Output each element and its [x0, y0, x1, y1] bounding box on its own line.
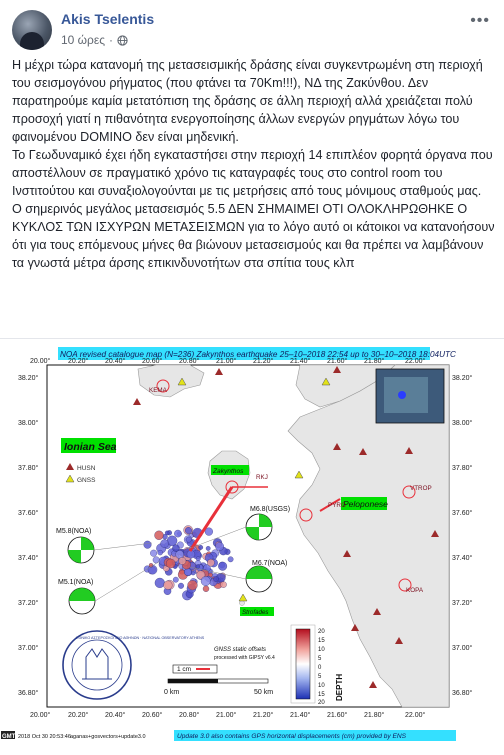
earthquake-marker	[188, 580, 198, 590]
mechanism-label: M6.7(NOA)	[252, 560, 288, 567]
post-time[interactable]: 10 ώρες	[61, 33, 106, 47]
svg-text:21.60°: 21.60°	[327, 358, 348, 365]
svg-text:10: 10	[318, 683, 325, 689]
earthquake-marker	[199, 545, 203, 549]
svg-text:1 cm: 1 cm	[177, 666, 192, 673]
svg-text:21.80°: 21.80°	[364, 358, 385, 365]
region-label: Peloponese	[343, 499, 388, 509]
svg-text:processed with GIPSY v6.4: processed with GIPSY v6.4	[214, 655, 275, 661]
earthquake-marker	[206, 546, 210, 550]
earthquake-marker	[186, 537, 191, 542]
post-text	[12, 56, 496, 272]
svg-text:21.40°: 21.40°	[290, 358, 311, 365]
svg-text:37.40°: 37.40°	[18, 555, 39, 562]
more-dots-icon[interactable]: •••	[470, 12, 490, 29]
svg-text:20.80°: 20.80°	[179, 358, 200, 365]
earthquake-marker	[220, 582, 226, 588]
seal-text: ΕΘΝΙΚΟ ΑΣΤΕΡΟΣΚΟΠΕΙΟ ΑΘΗΝΩΝ · NATIONAL OBSERVATORY ATHENS	[76, 636, 205, 640]
post-paragraph: Ο σημερινός μεγάλος μετασεισμός 5.5 ΔΕΝ ΣΗΜΑΙΜΕΙ ΟΤΙ ΟΛΟΚΛΗΡΩΘΗΚΕ Ο ΚΥΚΛΟΣ ΤΩΝ ΙΣΧΥΡΩΝ ΜΕΤΑΣΕΙΣΜΩΝ για το λόγο αυτό οι κάτοικοι να κατανοήσουν ότι για τους επόμενους μήνες θα βιώνουν μετασεισμούς και θα πρέπει να λαμβάνουν τα γνωστά μέτρα άρσης επικινδυνοτήτων στα σπίτια τους κλπ	[12, 202, 495, 270]
svg-text:37.60°: 37.60°	[452, 510, 473, 517]
seismicity-map	[0, 339, 504, 755]
earthquake-marker	[184, 568, 191, 575]
earthquake-marker	[207, 559, 214, 566]
svg-text:50 km: 50 km	[254, 689, 274, 696]
svg-text:15: 15	[318, 638, 325, 644]
gmt-logo-text: GMT	[2, 734, 16, 740]
svg-text:PYRG: PYRG	[328, 502, 346, 509]
earthquake-marker	[185, 527, 192, 534]
earthquake-marker	[174, 530, 181, 537]
svg-text:38.20°: 38.20°	[18, 375, 39, 382]
earthquake-marker	[201, 576, 210, 585]
map-header: NOA revised catalogue map (N=236) Zakynthos earthquake 25–10–2018 22:54 up to 30–10–2018 18:04UTC	[60, 350, 456, 359]
svg-text:38.00°: 38.00°	[18, 420, 39, 427]
islets-label: Strofades	[242, 609, 269, 616]
svg-text:KOPA: KOPA	[406, 587, 424, 594]
depth-title: DEPTH	[335, 673, 344, 701]
svg-text:21.20°: 21.20°	[253, 712, 274, 719]
earthquake-marker	[218, 562, 227, 571]
svg-text:21.00°: 21.00°	[216, 358, 237, 365]
earthquake-marker	[150, 550, 157, 557]
earthquake-marker	[155, 578, 165, 588]
svg-text:36.80°: 36.80°	[452, 690, 473, 697]
earthquake-marker	[161, 540, 169, 548]
svg-text:36.80°: 36.80°	[18, 690, 39, 697]
svg-text:20.60°: 20.60°	[142, 358, 163, 365]
svg-text:VTROP: VTROP	[410, 485, 432, 492]
earthquake-marker	[213, 576, 218, 581]
y-ticks-left	[18, 374, 39, 697]
post-header	[0, 0, 504, 52]
svg-text:20.40°: 20.40°	[105, 712, 126, 719]
earthquake-marker	[172, 545, 179, 552]
avatar[interactable]	[12, 10, 52, 50]
svg-text:21.60°: 21.60°	[327, 712, 348, 719]
meta-separator: ·	[109, 33, 114, 47]
svg-text:37.40°: 37.40°	[452, 555, 473, 562]
svg-text:20: 20	[318, 700, 325, 706]
svg-text:GNSS static offsets: GNSS static offsets	[214, 647, 267, 653]
post-meta	[61, 33, 128, 47]
svg-text:10: 10	[318, 647, 325, 653]
earthquake-marker	[166, 559, 175, 568]
svg-text:20: 20	[318, 629, 325, 635]
svg-text:20.00°: 20.00°	[30, 712, 51, 719]
svg-text:20.00°: 20.00°	[30, 358, 51, 365]
earthquake-marker	[173, 577, 178, 582]
earthquake-marker	[155, 531, 164, 540]
svg-text:KEMA: KEMA	[149, 387, 167, 394]
earthquake-marker	[179, 557, 186, 564]
svg-text:37.00°: 37.00°	[452, 645, 473, 652]
earthquake-marker	[165, 531, 169, 535]
svg-text:38.20°: 38.20°	[452, 375, 473, 382]
svg-text:0: 0	[318, 665, 322, 671]
gmt-command: aganas+gosvectors+update3.0	[70, 734, 146, 740]
svg-text:0 km: 0 km	[164, 689, 180, 696]
svg-text:21.00°: 21.00°	[216, 712, 237, 719]
svg-text:22.00°: 22.00°	[405, 358, 426, 365]
mechanism-label: M6.8(USGS)	[250, 506, 291, 513]
earthquake-marker	[158, 550, 163, 555]
earthquake-marker	[203, 586, 209, 592]
legend-husn: HUSN	[77, 465, 96, 472]
svg-text:37.80°: 37.80°	[18, 465, 39, 472]
globe-icon[interactable]	[117, 35, 128, 46]
earthquake-marker	[196, 565, 200, 569]
map-image[interactable]	[0, 338, 504, 755]
inset-epicenter	[398, 391, 406, 399]
svg-text:21.20°: 21.20°	[253, 358, 274, 365]
svg-text:38.00°: 38.00°	[452, 420, 473, 427]
map-footer: Update 3.0 also contains GPS horizontal displacements (cm) provided by ENS	[177, 733, 407, 740]
earthquake-marker	[144, 541, 152, 549]
earthquake-marker	[228, 557, 233, 562]
svg-text:37.20°: 37.20°	[18, 600, 39, 607]
svg-text:21.40°: 21.40°	[290, 712, 311, 719]
mechanism-label: M5.1(NOA)	[58, 579, 94, 586]
sea-label: Ionian Sea	[64, 441, 117, 453]
svg-text:37.60°: 37.60°	[18, 510, 39, 517]
post-paragraph: Η μέχρι τώρα κατανομή της μετασεισμικής δράσης είναι συγκεντρωμένη στη περιοχή του σεισμογόνου ρήγματος (που φτάνει τα 70Km!!!), ΝΔ της Ζακύνθου. Δεν παρατηρούμε καμία μετατόπιση της δράσης σε άλλη περιοχή αλλά χρειάζεται πολύ προσοχή γιατί η πιθανότητα ενεργοποίησης άλλων ενεργών ρηγμάτων λόγω του φαινομένου DOMINO δεν είναι μηδενική.	[12, 58, 483, 144]
earthquake-marker	[215, 542, 223, 550]
author-name[interactable]: Akis Tselentis	[61, 11, 155, 27]
legend-gnss: GNSS	[77, 477, 96, 484]
post-paragraph: Το Γεωδυναμικό έχει ήδη εγκαταστήσει στην περιοχή 14 επιπλέον φορητά όργανα που αποστέλλουν σε πραγματικό χρόνο τις καταγραφές τους στο control room του Ινστιτούτου και συναξιολογούνται με τις μετρήσεις από τους μόνιμους σταθμούς μας.	[12, 148, 493, 198]
x-ticks-bottom	[30, 711, 426, 719]
svg-text:20.20°: 20.20°	[68, 712, 89, 719]
svg-text:5: 5	[318, 656, 322, 662]
earthquake-marker	[164, 581, 173, 590]
svg-text:RKJ: RKJ	[256, 474, 268, 481]
svg-text:15: 15	[318, 692, 325, 698]
svg-text:20.80°: 20.80°	[179, 712, 200, 719]
mechanism-label: M5.8(NOA)	[56, 528, 92, 535]
svg-text:20.20°: 20.20°	[68, 358, 89, 365]
svg-text:5: 5	[318, 674, 322, 680]
y-ticks-right	[452, 374, 473, 697]
gmt-timestamp: 2018 Oct 30 20:53:46	[18, 734, 71, 740]
earthquake-marker	[178, 583, 184, 589]
svg-text:20.60°: 20.60°	[142, 712, 163, 719]
svg-text:37.20°: 37.20°	[452, 600, 473, 607]
island-label: Zakynthos	[213, 468, 244, 475]
svg-text:37.80°: 37.80°	[452, 465, 473, 472]
svg-text:22.00°: 22.00°	[405, 712, 426, 719]
svg-text:21.80°: 21.80°	[364, 712, 385, 719]
earthquake-marker	[196, 557, 200, 561]
svg-text:37.00°: 37.00°	[18, 645, 39, 652]
svg-text:20.40°: 20.40°	[105, 358, 126, 365]
